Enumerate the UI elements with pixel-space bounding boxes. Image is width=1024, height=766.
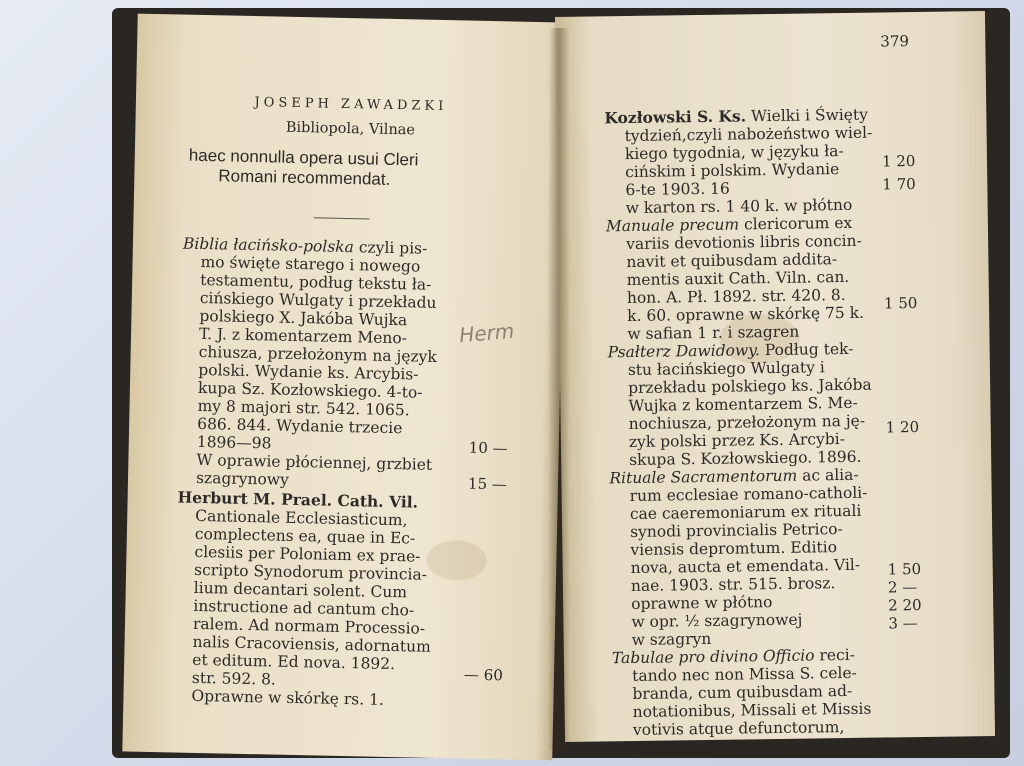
text-line: w opr. ½ szagrynowej (631, 610, 803, 632)
text-line: mo święte starego i nowego (200, 252, 421, 276)
publisher-location: Bibliopola, Vilnae (285, 119, 416, 139)
text-line: scripto Synodorum provincia- (193, 560, 428, 584)
text-line: chiusza, przełożonym na język (198, 342, 437, 366)
intro-line-1: haec nonnulla opera usui Cleri (188, 145, 419, 170)
text-line: w karton rs. 1 40 k. w płótno (625, 195, 853, 218)
text-line: Psałterz Dawidowy. Podług tek- (607, 339, 854, 362)
price-value: 3 — (888, 614, 918, 633)
text-line: complectens ea, quae in Ec- (194, 524, 416, 548)
text-line: variis devotionis libris concin- (626, 231, 862, 254)
price-value: 1 50 (887, 559, 922, 579)
text-line: branda, cum quibusdam ad- (632, 681, 853, 704)
text-line: mentis auxit Cath. Viln. can. (626, 267, 850, 290)
text-line: skupa S. Kozłowskiego. 1896. (629, 447, 862, 470)
text-line: nalis Cracoviensis, adornatum (192, 632, 431, 656)
text-line: votivis atque defunctorum, (632, 718, 845, 740)
text-line: ralem. Ad normam Processio- (192, 614, 426, 638)
text-line: zyk polski przez Ks. Arcybi- (628, 430, 846, 452)
text-line: tydzień,czyli nabożeństwo wiel- (624, 123, 873, 146)
text-line: Biblia łacińsko-polska czyli pis- (182, 234, 428, 258)
price-value: 2 20 (888, 595, 922, 615)
text-line: str. 592. 8. (191, 668, 277, 689)
text-line: polskiego X. Jakóba Wujka (199, 306, 408, 330)
price-value: — 60 (463, 665, 504, 685)
left-page (122, 14, 567, 761)
text-line: instructione ad cantum cho- (193, 596, 415, 620)
text-line: W oprawie płóciennej, grzbiet (196, 450, 433, 474)
text-line: Tabulae pro divino Officio reci- (611, 645, 856, 668)
text-line: navit et quibusdam addita- (626, 250, 838, 272)
text-line: stu łacińskiego Wulgaty i (627, 358, 825, 380)
text-line: T. J. z komentarzem Meno- (198, 324, 408, 348)
price-value: 1 20 (881, 152, 916, 171)
price-value: 10 — (468, 438, 508, 458)
right-page (555, 11, 995, 742)
price-value: 15 — (467, 474, 508, 494)
text-line: cińskim i polskim. Wydanie (625, 160, 840, 182)
title-text: Psałterz Dawidowy. (607, 341, 760, 362)
text-line: tando nec non Missa S. cele- (632, 663, 857, 686)
text-line: viensis depromtum. Editio (630, 538, 838, 560)
text-line: 686. 844. Wydanie trzecie (197, 414, 403, 438)
price-value: 1 20 (885, 417, 920, 437)
text-line: polski. Wydanie ks. Arcybis- (198, 360, 419, 384)
text-line: Kozłowski S. Ks. Wielki i Święty (604, 105, 869, 128)
text-line: w szagryn (631, 629, 712, 650)
text-line: szagrynowy (195, 468, 290, 489)
book-gutter (548, 28, 570, 750)
price-value: 2 — (887, 578, 918, 597)
text-line: clesiis per Poloniam ex prae- (194, 542, 421, 566)
text-line: Rituale Sacramentorum ac alia- (609, 465, 859, 488)
text-line: nova, aucta et emendata. Vil- (630, 555, 861, 578)
text-line: notationibus, Missali et Missis (632, 699, 872, 722)
text-line: cińskiego Wulgaty i przekładu (199, 288, 437, 312)
title-text: Manuale precum (605, 215, 740, 236)
price-value: 1 70 (882, 175, 916, 194)
text-line: nae. 1903. str. 515. brosz. (630, 574, 836, 596)
separator-rule (314, 217, 370, 219)
author-text: Kozłowski S. Ks. (604, 106, 747, 128)
title-text: Tabulae pro divino Officio (611, 646, 815, 668)
text-line: oprawne w płótno (631, 593, 773, 614)
publisher-name: JOSEPH ZAWADZKI (254, 95, 448, 115)
text-line: Oprawne w skórkę rs. 1. (191, 686, 385, 709)
text-line: et editum. Ed nova. 1892. (192, 650, 396, 674)
price-value: 1 50 (883, 294, 918, 313)
text-line: Wujka z komentarzem S. Me- (628, 393, 858, 416)
text-line: w safian 1 r. i szagren (627, 322, 800, 344)
text-line: nochiusza, przełożonym na ję- (628, 411, 866, 434)
text-line: 6-te 1903. 16 (625, 179, 730, 200)
text-line: k. 60. oprawne w skórkę 75 k. (627, 303, 865, 326)
text-line: kiego tygodnia, w języku ła- (624, 142, 844, 164)
title-text: Rituale Sacramentorum (609, 466, 798, 488)
handwritten-signature: Herm (458, 318, 516, 348)
text-line: rum ecclesiae romano-catholi- (629, 483, 868, 506)
text-line: przekładu polskiego ks. Jakóba (628, 375, 872, 398)
text-line: hon. A. Pł. 1892. str. 420. 8. (626, 286, 846, 308)
text-line: Cantionale Ecclesiasticum, (195, 506, 408, 530)
text-line: 1896—98 (196, 432, 272, 453)
author-text: Herburt M. Prael. Cath. Vil. (177, 487, 419, 512)
title-text: Biblia łacińsko-polska (182, 234, 355, 257)
text-line: lium decantari solent. Cum (193, 578, 408, 602)
text-line: my 8 majori str. 542. 1065. (197, 396, 410, 420)
intro-line-2: Romani recommendat. (218, 166, 391, 189)
text-line: Manuale precum clericorum ex (605, 213, 853, 236)
text-line: testamentu, podług tekstu ła- (200, 270, 432, 294)
page-number: 379 (880, 32, 910, 51)
text-line: synodi provincialis Petrico- (630, 520, 843, 542)
text-line: cae caeremoniarum ex rituali (629, 501, 862, 524)
text-line: kupa Sz. Kozłowskiego. 4-to- (197, 378, 423, 402)
paper-stain (426, 540, 487, 581)
